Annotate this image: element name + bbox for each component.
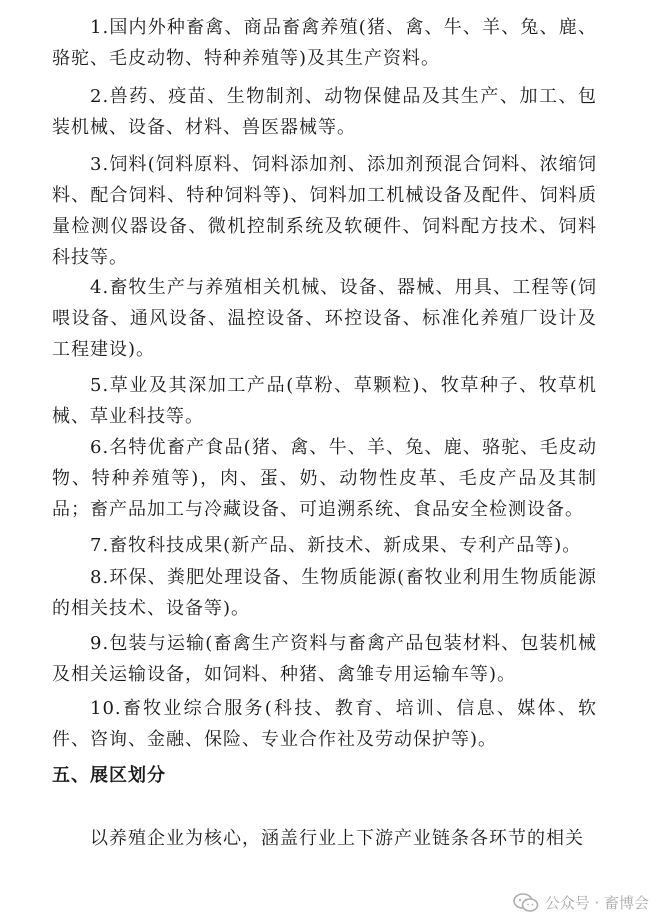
section-heading: 五、展区划分 bbox=[52, 765, 166, 786]
list-item: 7.畜牧科技成果(新产品、新技术、新成果、专利产品等)。 bbox=[90, 535, 582, 556]
list-item: 1.国内外种畜禽、商品畜禽养殖(猪、禽、牛、羊、兔、鹿、骆驼、毛皮动物、特种养殖等)及其生产资料。 bbox=[52, 17, 597, 69]
wechat-icon bbox=[513, 893, 539, 913]
list-item: 9.包装与运输(畜禽生产资料与畜禽产品包装材料、包装机械及相关运输设备，如饲料、种猪、禽雏专用运输车等)。 bbox=[52, 633, 597, 685]
watermark bbox=[513, 892, 649, 913]
list-item: 3.饲料(饲料原料、饲料添加剂、添加剂预混合饲料、浓缩饲料、配合饲料、特种饲料等)、饲料加工机械设备及配件、饲料质量检测仪器设备、微机控制系统及软硬件、饲料配方技术、饲料科技等。 bbox=[52, 154, 597, 268]
list-item: 4.畜牧生产与养殖相关机械、设备、器械、用具、工程等(饲喂设备、通风设备、温控设备、环控设备、标准化养殖厂设计及工程建设)。 bbox=[52, 277, 597, 360]
list-item: 6.名特优畜产食品(猪、禽、牛、羊、兔、鹿、骆驼、毛皮动物、特种养殖等)，肉、蛋、奶、动物性皮革、毛皮产品及其制品；畜产品加工与冷藏设备、可追溯系统、食品安全检测设备。 bbox=[52, 437, 597, 520]
watermark-text: 公众号 · 畜博会 bbox=[544, 894, 649, 912]
list-item: 5.草业及其深加工产品(草粉、草颗粒)、牧草种子、牧草机械、草业科技等。 bbox=[52, 375, 597, 427]
list-item: 10.畜牧业综合服务(科技、教育、培训、信息、媒体、软件、咨询、金融、保险、专业合作社及劳动保护等)。 bbox=[52, 698, 597, 750]
list-item: 8.环保、粪肥处理设备、生物质能源(畜牧业利用生物质能源的相关技术、设备等)。 bbox=[52, 567, 597, 619]
section-paragraph: 以养殖企业为核心，涵盖行业上下游产业链条各环节的相关 bbox=[90, 828, 584, 849]
list-item: 2.兽药、疫苗、生物制剂、动物保健品及其生产、加工、包装机械、设备、材料、兽医器械等。 bbox=[52, 86, 597, 138]
